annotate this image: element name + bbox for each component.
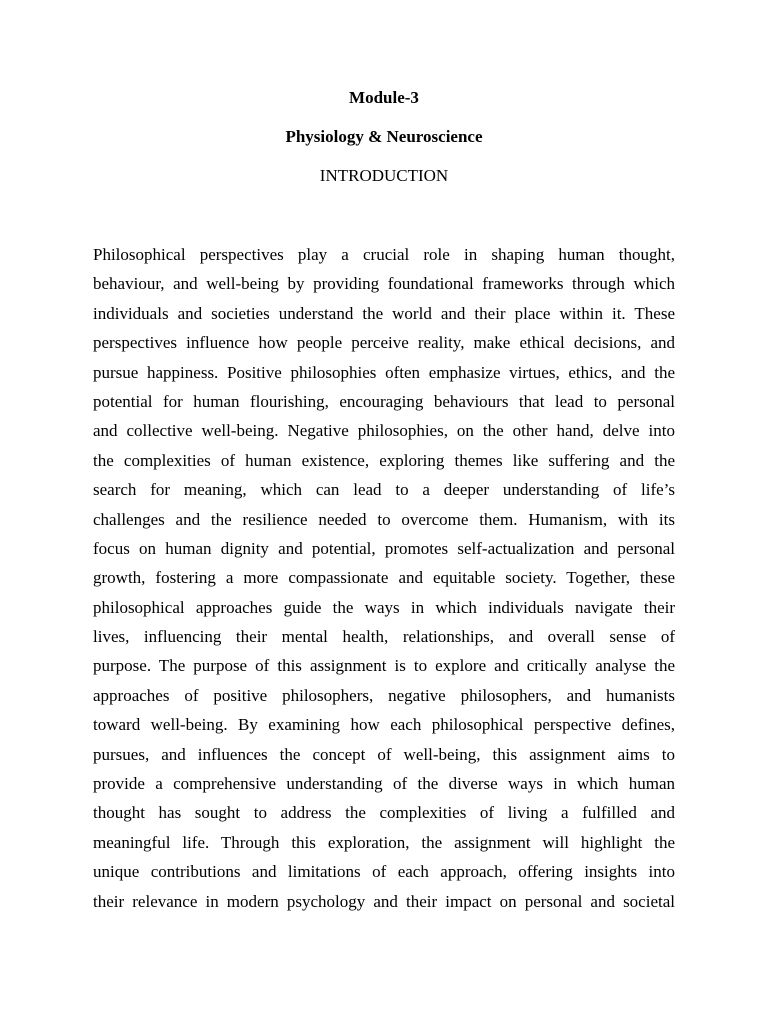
module-subtitle: Physiology & Neuroscience [285, 127, 483, 146]
paragraph-line: pursue happiness. Positive philosophies often emphasize virtues, ethics, and the [93, 362, 675, 382]
paragraph-line: lives, influencing their mental health, relationships, and overall sense of [93, 627, 675, 647]
paragraph-line: potential for human flourishing, encouraging behaviours that lead to personal [93, 391, 675, 411]
paragraph-line: meaningful life. Through this exploration, the assignment will highlight the [93, 832, 675, 852]
paragraph-line: the complexities of human existence, exploring themes like suffering and the [93, 450, 675, 470]
paragraph-line: and collective well-being. Negative philosophies, on the other hand, delve into [93, 421, 675, 441]
paragraph-line: search for meaning, which can lead to a deeper understanding of life’s [93, 480, 675, 500]
section-heading: INTRODUCTION [319, 166, 449, 185]
paragraph-line: perspectives influence how people perceive reality, make ethical decisions, and [93, 333, 675, 353]
paragraph-line: thought has sought to address the complexities of living a fulfilled and [93, 803, 675, 823]
paragraph-line: philosophical approaches guide the ways in which individuals navigate their [93, 597, 675, 617]
paragraph-line: unique contributions and limitations of each approach, offering insights into [93, 862, 675, 882]
module-title: Module-3 [349, 88, 419, 107]
paragraph-line: pursues, and influences the concept of well-being, this assignment aims to [93, 744, 675, 764]
paragraph-line: focus on human dignity and potential, promotes self-actualization and personal [93, 538, 675, 558]
paragraph-line: growth, fostering a more compassionate and equitable society. Together, these [93, 568, 675, 588]
paragraph-line: behaviour, and well-being by providing foundational frameworks through which [93, 274, 675, 294]
paragraph-line: their relevance in modern psychology and their impact on personal and societal [93, 891, 675, 911]
paragraph-line: approaches of positive philosophers, negative philosophers, and humanists [93, 685, 675, 705]
paragraph-line: purpose. The purpose of this assignment is to explore and critically analyse the [93, 656, 675, 676]
paragraph-line: challenges and the resilience needed to overcome them. Humanism, with its [93, 509, 675, 529]
paragraph-line: provide a comprehensive understanding of the diverse ways in which human [93, 774, 675, 794]
paragraph-line: individuals and societies understand the world and their place within it. These [93, 303, 675, 323]
paragraph-line: toward well-being. By examining how each philosophical perspective defines, [93, 715, 675, 735]
paragraph-line: Philosophical perspectives play a crucial role in shaping human thought, [93, 245, 675, 264]
introduction-paragraph [93, 240, 675, 916]
